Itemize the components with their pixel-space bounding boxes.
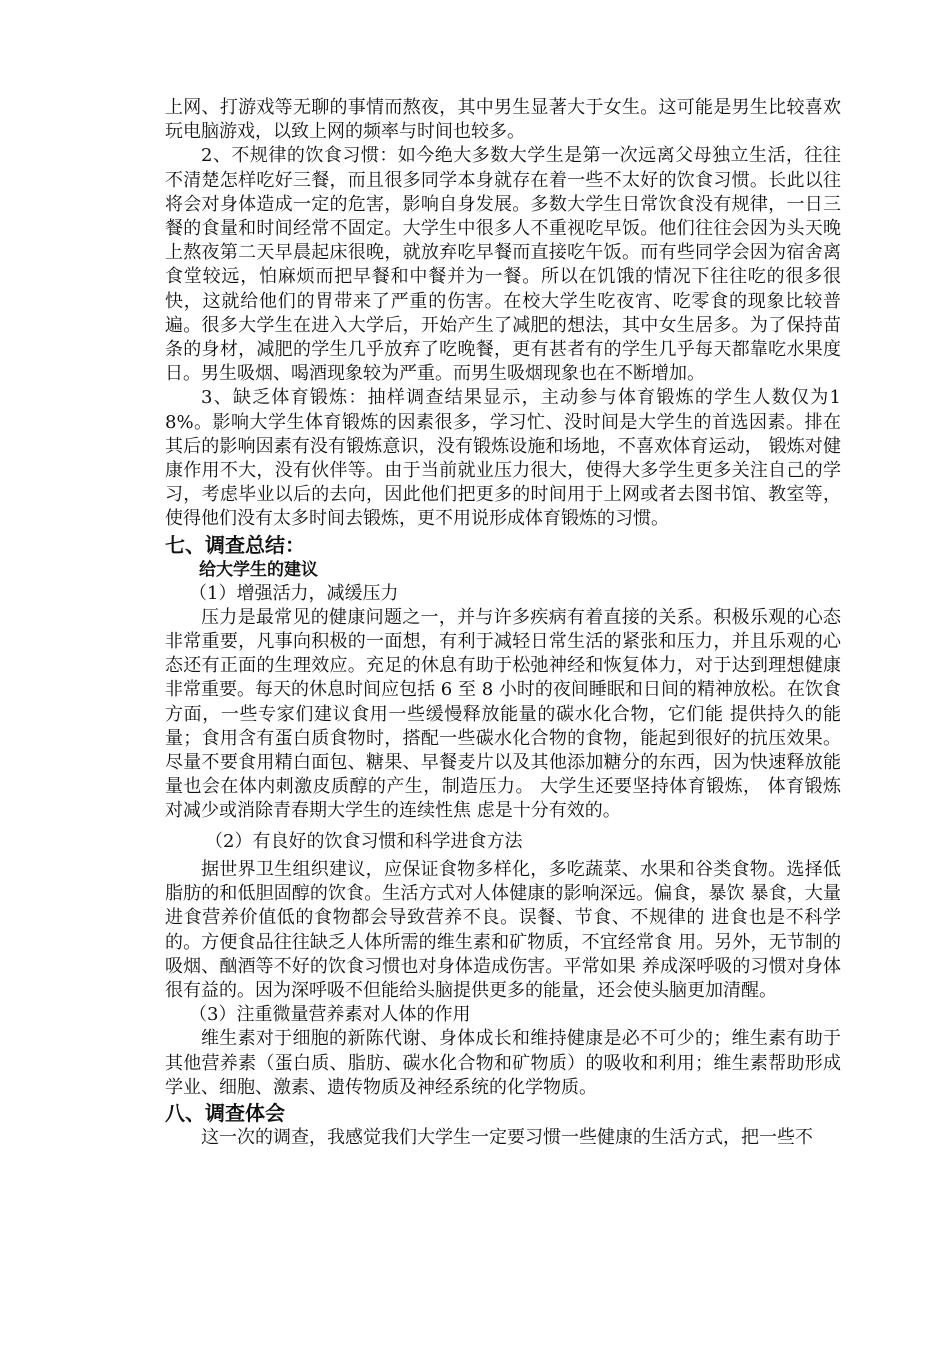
paragraph-vitamins: 维生素对于细胞的新陈代谢、身体成长和维持健康是必不可少的；维生素有助于其他营养素（蛋白质、脂肪、碳水化合物和矿物质）的吸收和利用；维生素帮助形成学业、细胞、激素、遗传物质及神经系统的化学物质。: [165, 1028, 841, 1098]
subheading-advice: 给大学生的建议: [199, 559, 318, 580]
section-heading-survey-reflection: 八、调查体会: [165, 1100, 285, 1125]
paragraph-reflection: 这一次的调查，我感觉我们大学生一定要习惯一些健康的生活方式，把一些不: [201, 1126, 813, 1148]
section-heading-survey-summary: 七、调查总结：: [165, 532, 305, 557]
paragraph-staying-up-late: 上网、打游戏等无聊的事情而熬夜，其中男生显著大于女生。这可能是男生比较喜欢玩电脑游戏，以致上网的频率与时间也较多。: [165, 97, 841, 143]
paragraph-diet-habits: 据世界卫生组织建议，应保证食物多样化，多吃蔬菜、水果和谷类食物。选择低脂肪的和低胆固醇的饮食。生活方式对人体健康的影响深远。偏食，暴饮 暴食，大量进食营养价值低的食物都会导致营养不良。误餐、节食、不规律的 进食也是不科学的。方便食品往往缺乏人体所需的维生素和矿物质，不宜经常食 用。另外，无节制的吸烟、酗酒等不好的饮食习惯也对身体造成伤害。平常如果 养成深呼吸的习惯对身体很有益的。因为深呼吸不但能给头脑提供更多的能量，还会使头脑更加清醒。: [165, 858, 841, 1001]
paragraph-irregular-diet: 2、不规律的饮食习惯：如今绝大多数大学生是第一次远离父母独立生活，往往不清楚怎样吃好三餐，而且很多同学本身就存在着一些不太好的饮食习惯。长此以往将会对身体造成一定的危害，影响自身发展。多数大学生日常饮食没有规律，一日三餐的食量和时间经常不固定。大学生中很多人不重视吃早饭。他们往往会因为头天晚上熬夜第二天早晨起床很晚，就放弃吃早餐而直接吃午饭。而有些同学会因为宿舍离食堂较远，怕麻烦而把早餐和中餐并为一餐。所以在饥饿的情况下往往吃的很多很快，这就给他们的胃带来了严重的伤害。在校大学生吃夜宵、吃零食的现象比较普遍。很多大学生在进入大学后，开始产生了减肥的想法，其中女生居多。为了保持苗条的身材，减肥的学生几乎放弃了吃晚餐，更有甚者有的学生几乎每天都靠吃水果度日。男生吸烟、喝酒现象较为严重。而男生吸烟现象也在不断增加。: [165, 145, 841, 385]
advice-item-2: （2）有良好的饮食习惯和科学进食方法: [205, 830, 523, 852]
paragraph-lack-of-exercise: 3、缺乏体育锻炼：抽样调查结果显示，主动参与体育锻炼的学生人数仅为18%。影响大学生体育锻炼的因素很多，学习忙、没时间是大学生的首选因素。排在其后的影响因素有没有锻炼意识，没有锻炼设施和场地，不喜欢体育运动， 锻炼对健康作用不大，没有伙伴等。由于当前就业压力很大，使得大多学生更多关注自己的学习，考虑毕业以后的去向，因此他们把更多的时间用于上网或者去图书馆、教室等，使得他们没有太多时间去锻炼，更不用说形成体育锻炼的习惯。: [165, 387, 841, 530]
paragraph-stress: 压力是最常见的健康问题之一，并与许多疾病有着直接的关系。积极乐观的心态非常重要，凡事向积极的一面想，有利于减轻日常生活的紧张和压力，并且乐观的心态还有正面的生理效应。充足的休息有助于松弛神经和恢复体力，对于达到理想健康非常重要。每天的休息时间应包括 6 至 8 小时的夜间睡眠和日间的精神放松。在饮食方面，一些专家们建议食用一些缓慢释放能量的碳水化合物，它们能 提供持久的能量；食用含有蛋白质食物时，搭配一些碳水化合物的食物，能起到很好的抗压效果。尽量不要食用精白面包、糖果、早餐麦片以及其他添加糖分的东西，因为快速释放能量也会在体内刺激皮质醇的产生，制造压力。 大学生还要坚持体育锻炼， 体育锻炼对减少或消除青春期大学生的连续性焦 虑是十分有效的。: [165, 606, 841, 822]
advice-item-3: （3）注重微量营养素对人体的作用: [189, 1004, 471, 1026]
document-body: [165, 96, 841, 1150]
advice-item-1: （1）增强活力，减缓压力: [189, 582, 399, 604]
